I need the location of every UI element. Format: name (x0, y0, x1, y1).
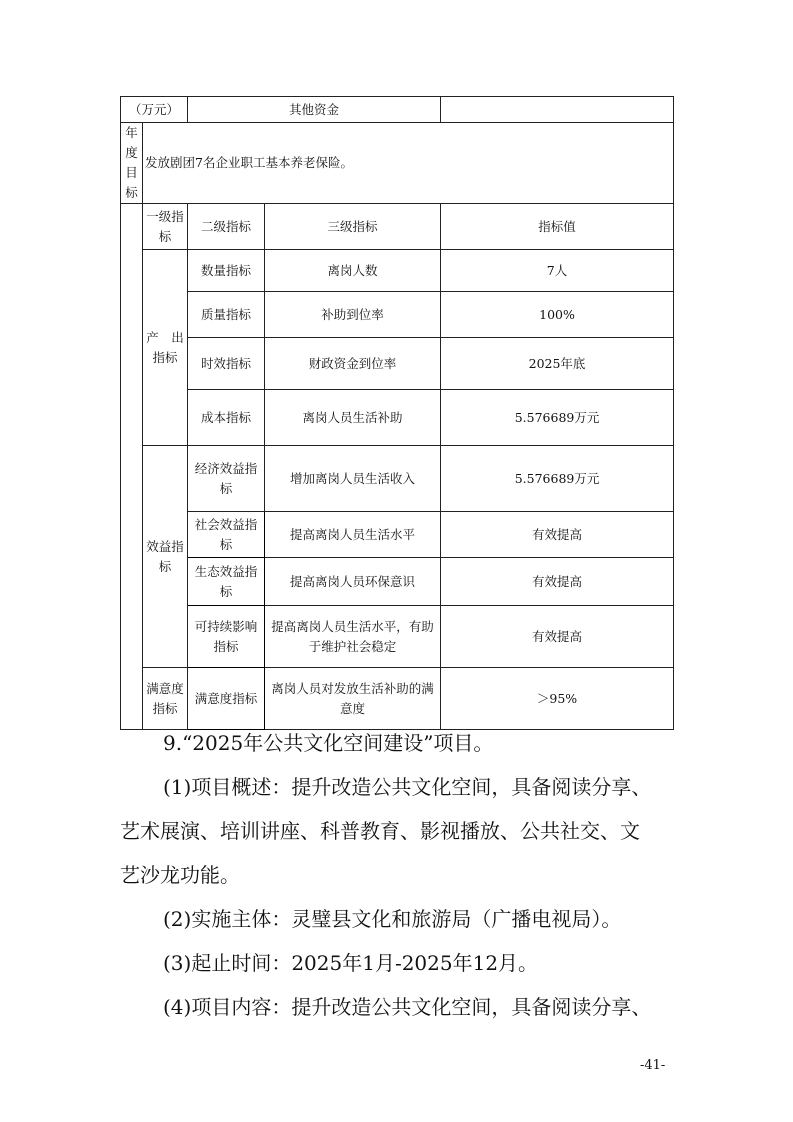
table-cell: 满意度指标 (188, 668, 265, 730)
benefit-indicator-label: 效益指标 (143, 446, 188, 668)
performance-table (120, 96, 674, 730)
paragraph-line: (1)项目概述：提升改造公共文化空间，具备阅读分享、 (163, 775, 652, 799)
table-cell: 有效提高 (441, 606, 674, 668)
table-cell: 增加离岗人员生活收入 (265, 446, 441, 512)
header-value: 指标值 (441, 204, 674, 250)
table-cell: 补助到位率 (265, 292, 441, 338)
table-cell: 经济效益指标 (188, 446, 265, 512)
table-cell: 有效提高 (441, 512, 674, 558)
table-cell: 成本指标 (188, 390, 265, 446)
header-level1: 一级指标 (143, 204, 188, 250)
table-cell: 社会效益指标 (188, 512, 265, 558)
paragraph-line: (3)起止时间：2025年1月-2025年12月。 (163, 951, 539, 975)
table-cell: 时效指标 (188, 338, 265, 390)
satisfaction-indicator-label: 满意度指标 (143, 668, 188, 730)
table-cell: 可持续影响指标 (188, 606, 265, 668)
paragraph-line: (2)实施主体：灵璧县文化和旅游局（广播电视局）。 (163, 907, 622, 931)
section-heading: 9.“2025年公共文化空间建设”项目。 (163, 731, 494, 755)
table-cell: 提高离岗人员生活水平，有助于维护社会稳定 (265, 606, 441, 668)
table-cell: 离岗人数 (265, 250, 441, 292)
table-cell: 100% (441, 292, 674, 338)
table-cell: 2025年底 (441, 338, 674, 390)
table-cell: ＞95% (441, 668, 674, 730)
output-indicator-label: 产 出指标 (143, 250, 188, 446)
header-level3: 三级指标 (265, 204, 441, 250)
paragraph-line: 艺术展演、培训讲座、科普教育、影视播放、公共社交、文 (120, 819, 640, 843)
table-cell: 5.576689万元 (441, 446, 674, 512)
table-cell: 财政资金到位率 (265, 338, 441, 390)
table-cell: 生态效益指标 (188, 558, 265, 606)
paragraph-line: (4)项目内容：提升改造公共文化空间，具备阅读分享、 (163, 995, 652, 1019)
table-cell: 提高离岗人员生活水平 (265, 512, 441, 558)
table-cell: 7人 (441, 250, 674, 292)
page-number: -41- (640, 1058, 666, 1073)
header-level2: 二级指标 (188, 204, 265, 250)
annual-goal-label: 年度目标 (121, 123, 143, 204)
table-cell: 5.576689万元 (441, 390, 674, 446)
table-cell: 有效提高 (441, 558, 674, 606)
table-cell: 提高离岗人员环保意识 (265, 558, 441, 606)
other-funds-value (441, 97, 674, 123)
annual-goal-text: 发放剧团7名企业职工基本养老保险。 (143, 123, 674, 204)
paragraph-line: 艺沙龙功能。 (120, 863, 240, 887)
blank-side-cell (121, 204, 143, 730)
table-cell: 离岗人员生活补助 (265, 390, 441, 446)
table-cell: 质量指标 (188, 292, 265, 338)
table-cell: 离岗人员对发放生活补助的满意度 (265, 668, 441, 730)
other-funds-label: 其他资金 (188, 97, 441, 123)
table-cell: 数量指标 (188, 250, 265, 292)
unit-cell: （万元） (121, 97, 188, 123)
